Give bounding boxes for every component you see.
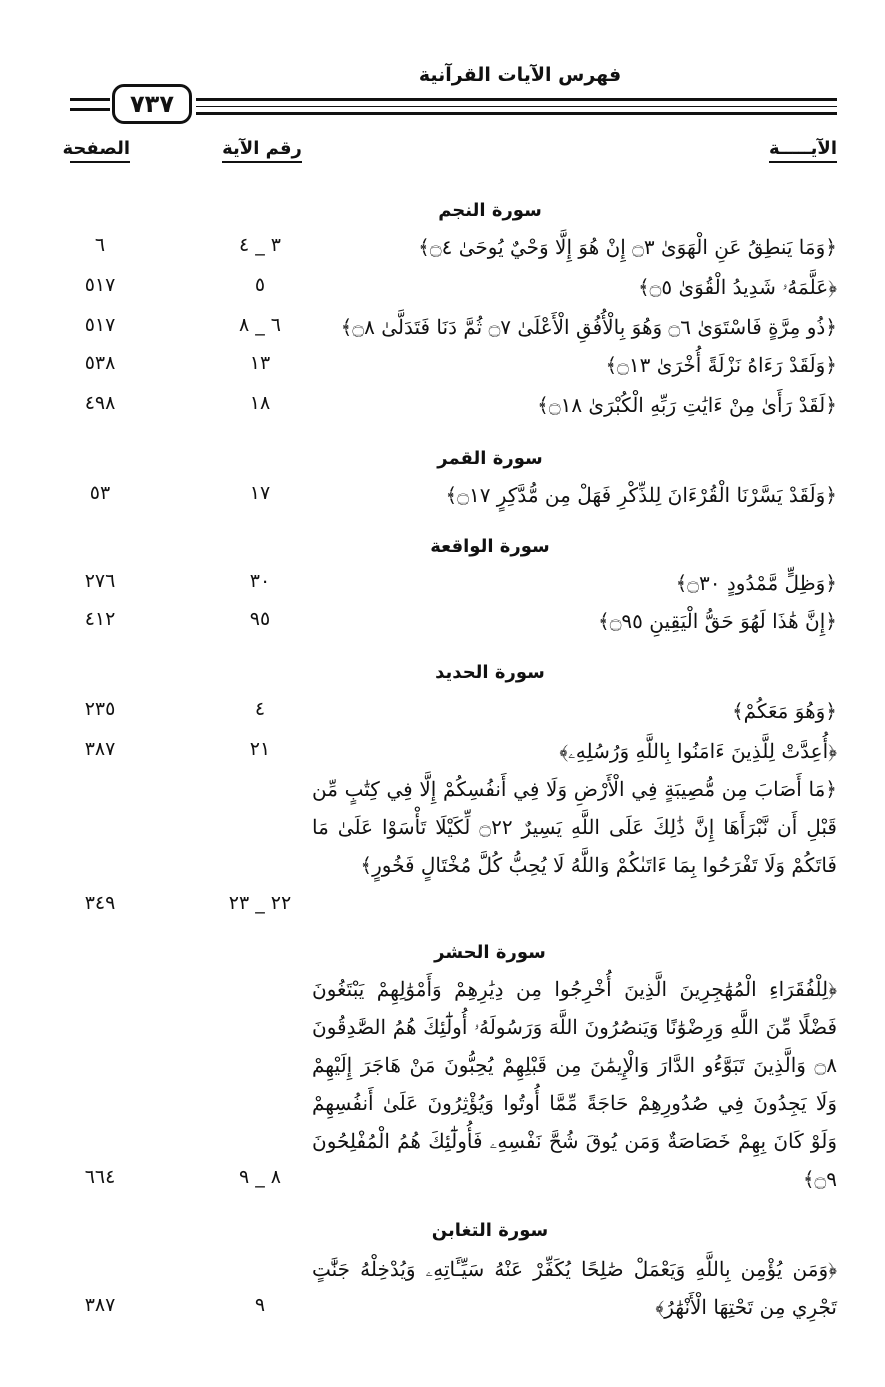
page-reference: ٤٩٨ [84,392,116,414]
verse-text: ﴿ذُو مِرَّةٍ فَاسْتَوَىٰ ۝٦ وَهُوَ بِالْأُفُقِ الْأَعْلَىٰ ۝٧ ثُمَّ دَنَا فَتَدَلَّىٰ ۝٨﴾ [340,315,837,339]
verse-number: ٨ _ ٩ [238,1166,282,1188]
verse-text: ﴿وَمَا يَنطِقُ عَنِ الْهَوَىٰ ۝٣ إِنْ هُوَ إِلَّا وَحْيٌ يُوحَىٰ ۝٤﴾ [418,235,837,259]
surah-title: سورة القمر [437,448,543,469]
verse-text: ﴿أُعِدَّتْ لِلَّذِينَ ءَامَنُوا بِاللَّهِ وَرُسُلِهِۦ﴾ [559,739,837,763]
verse-text: ﴿مَا أَصَابَ مِن مُّصِيبَةٍ فِي الْأَرْضِ وَلَا فِي أَنفُسِكُمْ إِلَّا فِي كِتَٰبٍ مِّن قَبْلِ أَن نَّبْرَأَهَا إِنَّ ذَٰلِكَ عَلَى اللَّهِ يَسِيرٌ ۝٢٢ لِّكَيْلَا تَأْسَوْا عَلَىٰ مَا فَاتَكُمْ وَلَا تَفْرَحُوا بِمَا ءَاتَىٰكُمْ وَاللَّهُ لَا يُحِبُّ كُلَّ مُخْتَالٍ فَخُورٍ﴾ [312,777,837,877]
verse-number: ٥ [254,274,266,296]
page-reference: ٦ [94,234,106,256]
verse-text: ﴿وَهُوَ مَعَكُمْ﴾ [731,699,837,723]
page-reference: ٥١٧ [84,274,116,296]
page-reference: ٥٣٨ [84,352,116,374]
surah-title: سورة الحشر [434,942,546,963]
page-reference: ٢٧٦ [84,570,116,592]
page-reference: ٢٣٥ [84,698,116,720]
verse-number: ٢٢ _ ٢٣ [228,892,292,914]
verse-text: ﴿وَظِلٍّ مَّمْدُودٍ ۝٣٠﴾ [675,571,837,595]
verse-text: ﴿إِنَّ هَٰذَا لَهُوَ حَقُّ الْيَقِينِ ۝٩٥﴾ [597,609,837,633]
surah-title: سورة الواقعة [430,536,550,557]
verse-number: ٣٠ [249,570,271,592]
page-reference: ٦٦٤ [84,1166,116,1188]
surah-title: سورة الحديد [435,662,545,683]
verse-number: ٩٥ [249,608,271,630]
verse-text: ﴿لِلْفُقَرَاءِ الْمُهَٰجِرِينَ الَّذِينَ أُخْرِجُوا مِن دِيَٰرِهِمْ وَأَمْوَٰلِهِمْ يَبْتَغُونَ فَضْلًا مِّنَ اللَّهِ وَرِضْوَٰنًا وَيَنصُرُونَ اللَّهَ وَرَسُولَهُۥ أُولَٰٓئِكَ هُمُ الصَّٰدِقُونَ ۝٨ وَالَّذِينَ تَبَوَّءُو الدَّارَ وَالْإِيمَٰنَ مِن قَبْلِهِمْ يُحِبُّونَ مَنْ هَاجَرَ إِلَيْهِمْ وَلَا يَجِدُونَ فِي صُدُورِهِمْ حَاجَةً مِّمَّا أُوتُوا وَيُؤْثِرُونَ عَلَىٰ أَنفُسِهِمْ وَلَوْ كَانَ بِهِمْ خَصَاصَةٌ وَمَن يُوقَ شُحَّ نَفْسِهِۦ فَأُولَٰٓئِكَ هُمُ الْمُفْلِحُونَ ۝٩﴾ [312,977,837,1191]
verse-number: ٢١ [249,738,271,760]
verse-text: ﴿وَمَن يُؤْمِن بِاللَّهِ وَيَعْمَلْ صَٰلِحًا يُكَفِّرْ عَنْهُ سَيِّـَٔاتِهِۦ وَيُدْخِلْهُ جَنَّٰتٍ تَجْرِي مِن تَحْتِهَا الْأَنْهَٰرُ﴾ [312,1257,837,1319]
page-number: ٧٣٧ [112,84,192,124]
verse-number: ١٨ [249,392,271,414]
header-rule-bottom [196,112,837,115]
verse-number: ٤ [254,698,266,720]
page-reference: ٥١٧ [84,314,116,336]
page-reference: ٣٤٩ [84,892,116,914]
column-header-number: رقم الآية [222,138,302,163]
page-reference: ٥٣ [89,482,111,504]
verse-text: ﴿لَقَدْ رَأَىٰ مِنْ ءَايَٰتِ رَبِّهِ الْكُبْرَىٰ ۝١٨﴾ [537,393,837,417]
running-title: فهرس الآيات القرآنية [418,64,622,86]
header-rule-top [196,98,837,101]
page-reference: ٣٨٧ [84,1294,116,1316]
page-reference: ٤١٢ [84,608,116,630]
header-rule-left-bottom [70,108,110,111]
verse-text: ﴿وَلَقَدْ يَسَّرْنَا الْقُرْءَانَ لِلذِّكْرِ فَهَلْ مِن مُّدَّكِرٍ ۝١٧﴾ [445,483,837,507]
page-reference: ٣٨٧ [84,738,116,760]
header-rule-left-top [70,98,110,101]
surah-title: سورة التغابن [431,1220,549,1241]
verse-number: ٩ [254,1294,266,1316]
verse-text: ﴿وَلَقَدْ رَءَاهُ نَزْلَةً أُخْرَىٰ ۝١٣﴾ [605,353,837,377]
verse-number: ١٧ [249,482,271,504]
verse-text: ﴿عَلَّمَهُۥ شَدِيدُ الْقُوَىٰ ۝٥﴾ [637,275,837,299]
verse-number: ٦ _ ٨ [238,314,282,336]
column-header-aya: الآيـــــة [769,138,837,163]
header-rule-mid [196,106,837,107]
column-header-page: الصفحة [70,138,130,163]
verse-number: ٣ _ ٤ [238,234,282,256]
verse-number: ١٣ [249,352,271,374]
surah-title: سورة النجم [438,200,542,221]
